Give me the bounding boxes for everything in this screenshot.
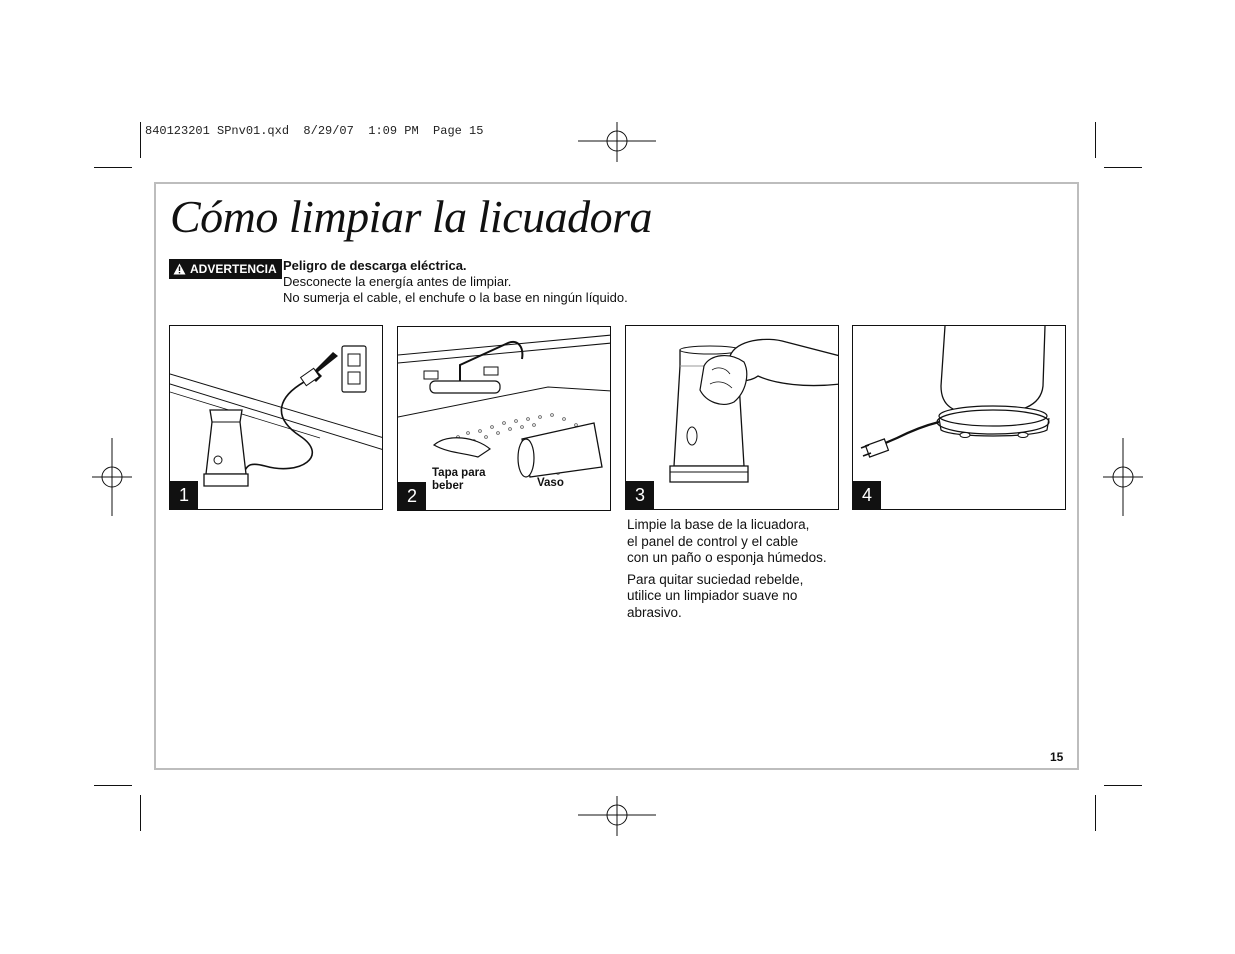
- step-number: 3: [626, 481, 654, 509]
- crop-mark: [94, 167, 132, 168]
- step-2-illustration: [397, 326, 611, 511]
- wipe-base-drawing: [626, 326, 839, 510]
- page-number: 15: [1050, 750, 1064, 764]
- registration-mark-right: [1103, 438, 1143, 516]
- crop-mark: [1104, 785, 1142, 786]
- step-3-illustration: [625, 325, 839, 510]
- print-slug-line: 840123201 SPnv01.qxd 8/29/07 1:09 PM Page 15: [145, 124, 484, 138]
- wash-cup-and-lid-drawing: [398, 327, 611, 511]
- step-number: 1: [170, 481, 198, 509]
- registration-mark-left: [92, 438, 132, 516]
- warning-heading: Peligro de descarga eléctrica.: [283, 258, 467, 273]
- crop-mark: [1104, 167, 1142, 168]
- caption-line: con un paño o esponja húmedos.: [627, 550, 827, 565]
- caption-line: abrasivo.: [627, 604, 682, 620]
- step-3-caption: [627, 517, 847, 621]
- page-title: Cómo limpiar la licuadora: [170, 191, 653, 242]
- warning-badge-label: ADVERTENCIA: [190, 262, 277, 276]
- caption-line: el panel de control y el cable: [627, 533, 799, 549]
- warning-line: No sumerja el cable, el enchufe o la base en ningún líquido.: [283, 290, 628, 305]
- step-4-illustration: [852, 325, 1066, 510]
- unplug-blender-drawing: [170, 326, 383, 510]
- cup-label: Vaso: [537, 477, 564, 489]
- step-number: 2: [398, 482, 426, 510]
- step-number: 4: [853, 481, 881, 509]
- crop-mark: [1095, 795, 1096, 831]
- caption-line: Limpie la base de la licuadora,: [627, 517, 810, 532]
- step-1-illustration: [169, 325, 383, 510]
- crop-mark: [1095, 122, 1096, 158]
- crop-mark: [140, 122, 141, 158]
- warning-line: Desconecte la energía antes de limpiar.: [283, 274, 512, 289]
- warning-triangle-icon: [173, 263, 186, 275]
- store-cord-drawing: [853, 326, 1066, 510]
- warning-text: [283, 258, 628, 306]
- registration-mark-bottom: [578, 796, 656, 836]
- crop-mark: [94, 785, 132, 786]
- caption-line: utilice un limpiador suave no: [627, 588, 798, 603]
- crop-mark: [140, 795, 141, 831]
- warning-badge: [169, 259, 282, 279]
- registration-mark-top: [578, 122, 656, 162]
- lid-label: Tapa para beber: [432, 467, 486, 492]
- caption-line: Para quitar suciedad rebelde,: [627, 571, 804, 587]
